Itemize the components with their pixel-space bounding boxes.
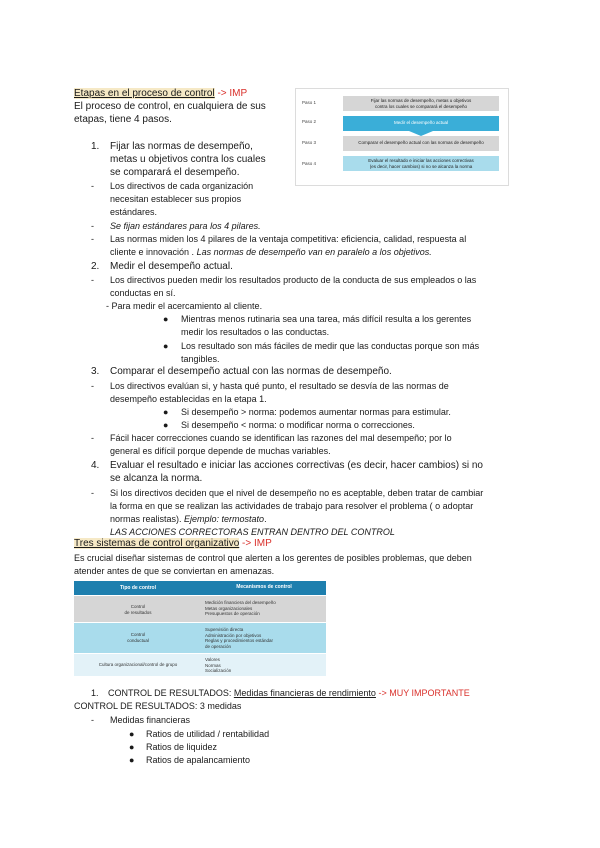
- cell-text: Valores: [205, 657, 220, 662]
- table-cell: [205, 627, 323, 649]
- cell-text: Presupuestos de operación: [205, 611, 260, 616]
- cell-text: Administración por objetivos: [205, 632, 262, 638]
- list-item: Medidas financieras: [110, 715, 191, 725]
- step-text: Medir el desempeño actual: [393, 120, 449, 125]
- paragraph-line: CONTROL DE RESULTADOS: 3 medidas: [74, 701, 242, 711]
- cell-text: conductual: [127, 638, 149, 643]
- text-span: .: [264, 514, 267, 524]
- list-item: conductas en sí.: [110, 288, 176, 298]
- paragraph-line: Es crucial diseñar sistemas de control que alerten a los gerentes de posibles problemas, que deben: [74, 553, 472, 563]
- dash-bullet: -: [91, 275, 94, 285]
- table-cell: [205, 600, 323, 617]
- text-span: Medidas financieras de rendimiento: [233, 688, 376, 698]
- step-label: Paso 2: [302, 119, 317, 124]
- dot-bullet: ●: [129, 755, 135, 765]
- step-label: Paso 4: [302, 161, 317, 166]
- list-item: Medir el desempeño actual.: [110, 261, 233, 272]
- list-number: 1.: [91, 141, 100, 152]
- list-item: Si los directivos deciden que el nivel de desempeño no es aceptable, deben tratar de cambiar: [110, 488, 484, 498]
- imp-tag: -> MUY IMPORTANTE: [378, 688, 470, 698]
- step-label: Paso 1: [302, 100, 317, 105]
- table-cell: [74, 632, 202, 644]
- section-heading: [108, 687, 470, 699]
- list-item: se comparará el desempeño.: [110, 167, 240, 178]
- dot-bullet: ●: [129, 742, 135, 752]
- cell-text: Reglas y procedimientos estándar: [205, 638, 274, 643]
- dot-bullet: ●: [163, 341, 169, 351]
- list-item: [110, 513, 267, 525]
- list-item: Ratios de apalancamiento: [146, 755, 251, 765]
- list-item: medir los resultados o las conductas.: [181, 327, 330, 337]
- list-item: estándares.: [110, 207, 158, 217]
- step-text: Evaluar el resultado e iniciar las acciones correctivas: [368, 158, 474, 163]
- step-box: [343, 136, 499, 151]
- section-title: Etapas en el proceso de control: [74, 88, 215, 99]
- step-text: contra los cuales se comparará el desempeño: [374, 104, 468, 109]
- dash-bullet: -: [91, 715, 94, 725]
- imp-tag: -> IMP: [217, 88, 248, 99]
- list-item: - Para medir el acercamiento al cliente.: [106, 301, 263, 311]
- list-item: desempeño establecidas en la etapa 1.: [110, 394, 267, 404]
- step-text: (es decir, hacer cambios) si no se alcanza la norma: [369, 164, 473, 169]
- step-box: [343, 156, 499, 171]
- list-number: 4.: [91, 460, 100, 471]
- cell-text: Control: [130, 604, 146, 609]
- table-cell: [205, 657, 323, 674]
- dash-bullet: -: [91, 381, 94, 391]
- list-item: Los directivos de cada organización: [110, 181, 254, 191]
- list-item: Las normas miden los 4 pilares de la ventaja competitiva: eficiencia, calidad, respuesta al: [110, 234, 467, 244]
- list-item: Fácil hacer correcciones cuando se identifican las razones del mal desempeño; por lo: [110, 433, 452, 443]
- step-box: [343, 96, 499, 111]
- text-span: Ejemplo: termostato: [184, 514, 265, 524]
- list-number: 3.: [91, 366, 100, 377]
- table-row: [74, 654, 326, 676]
- list-item: Los directivos pueden medir los resultados producto de la conducta de sus empleados o las: [110, 275, 477, 285]
- table-cell: [74, 604, 202, 616]
- table-cell: Cultura organizacional/control de grupo: [98, 662, 178, 667]
- text-span: Las normas de desempeño van en paralelo a los objetivos.: [196, 247, 432, 257]
- list-item: metas u objetivos contra los cuales: [110, 154, 266, 165]
- dash-bullet: -: [91, 221, 94, 231]
- list-number: 1.: [91, 688, 99, 698]
- dash-bullet: -: [91, 234, 94, 244]
- dot-bullet: ●: [129, 729, 135, 739]
- list-item: Comparar el desempeño actual con las normas de desempeño.: [110, 366, 392, 377]
- list-item: Si desempeño > norma: podemos aumentar normas para estimular.: [181, 407, 451, 417]
- table-header-cell: Tipo de control: [119, 585, 157, 591]
- intro-line: El proceso de control, en cualquiera de sus: [74, 101, 266, 112]
- list-item: Los resultado son más fáciles de medir que las conductas porque son más: [181, 341, 480, 351]
- table-row: [74, 623, 326, 653]
- dash-bullet: -: [91, 488, 94, 498]
- section-title: Tres sistemas de control organizativo: [74, 538, 240, 549]
- cell-text: Metas organizacionales: [205, 605, 253, 611]
- table-header: [74, 581, 326, 595]
- dash-bullet: -: [91, 433, 94, 443]
- dot-bullet: ●: [163, 407, 169, 417]
- list-item: se alcanza la norma.: [110, 473, 203, 484]
- step-text: Fijar las normas de desempeño, metas u objetivos: [370, 98, 472, 103]
- intro-line: etapas, tiene 4 pasos.: [74, 114, 172, 125]
- list-item: LAS ACCIONES CORRECTORAS ENTRAN DENTRO DEL CONTROL: [110, 527, 395, 537]
- text-span: normas realistas).: [110, 514, 185, 524]
- list-item: [110, 246, 432, 258]
- list-item: Si desempeño < norma: o modificar norma o correcciones.: [181, 420, 415, 430]
- cell-text: Socialización: [205, 668, 232, 673]
- cell-text: Control: [130, 632, 146, 637]
- list-item: la forma en que se realizan las actividades de trabajo para resolver el problema ( o adoptar: [110, 501, 474, 511]
- text-span: cliente e innovación .: [110, 247, 197, 257]
- imp-tag: -> IMP: [242, 538, 272, 549]
- list-item: Se fijan estándares para los 4 pilares.: [110, 221, 261, 231]
- cell-text: Supervisión directa: [205, 627, 244, 632]
- list-number: 2.: [91, 261, 100, 272]
- list-item: necesitan establecer sus propios: [110, 194, 242, 204]
- section-heading: [74, 538, 272, 550]
- list-item: Mientras menos rutinaria sea una tarea, más difícil resulta a los gerentes: [181, 314, 472, 324]
- dot-bullet: ●: [163, 420, 169, 430]
- cell-text: Medición financiera del desempeño: [205, 600, 276, 605]
- process-figure: [295, 88, 509, 186]
- step-label: Paso 3: [302, 140, 317, 145]
- text-span: CONTROL DE RESULTADOS:: [108, 688, 234, 698]
- list-item: Evaluar el resultado e iniciar las acciones correctivas (es decir, hacer cambios) si no: [110, 460, 483, 471]
- dot-bullet: ●: [163, 314, 169, 324]
- table-row: [74, 596, 326, 622]
- list-item: Fijar las normas de desempeño,: [110, 141, 253, 152]
- list-item: Ratios de liquidez: [146, 742, 218, 752]
- cell-text: de resultados: [124, 610, 152, 615]
- step-box: [343, 116, 499, 131]
- step-text: Comparar el desempeño actual con las normas de desempeño: [358, 140, 484, 145]
- cell-text: Normas: [205, 662, 221, 668]
- cell-text: de operación: [205, 643, 232, 649]
- list-item: tangibles.: [181, 354, 220, 364]
- section-heading: [74, 88, 247, 100]
- list-item: Ratios de utilidad / rentabilidad: [146, 729, 270, 739]
- paragraph-line: atender antes de que se conviertan en amenazas.: [74, 566, 275, 576]
- table-header-cell: Mecanismos de control: [236, 584, 292, 590]
- list-item: Los directivos evalúan si, y hasta qué punto, el resultado se desvía de las normas de: [110, 381, 449, 391]
- dash-bullet: -: [91, 181, 94, 191]
- list-item: general es difícil porque depende de muchas variables.: [110, 446, 331, 456]
